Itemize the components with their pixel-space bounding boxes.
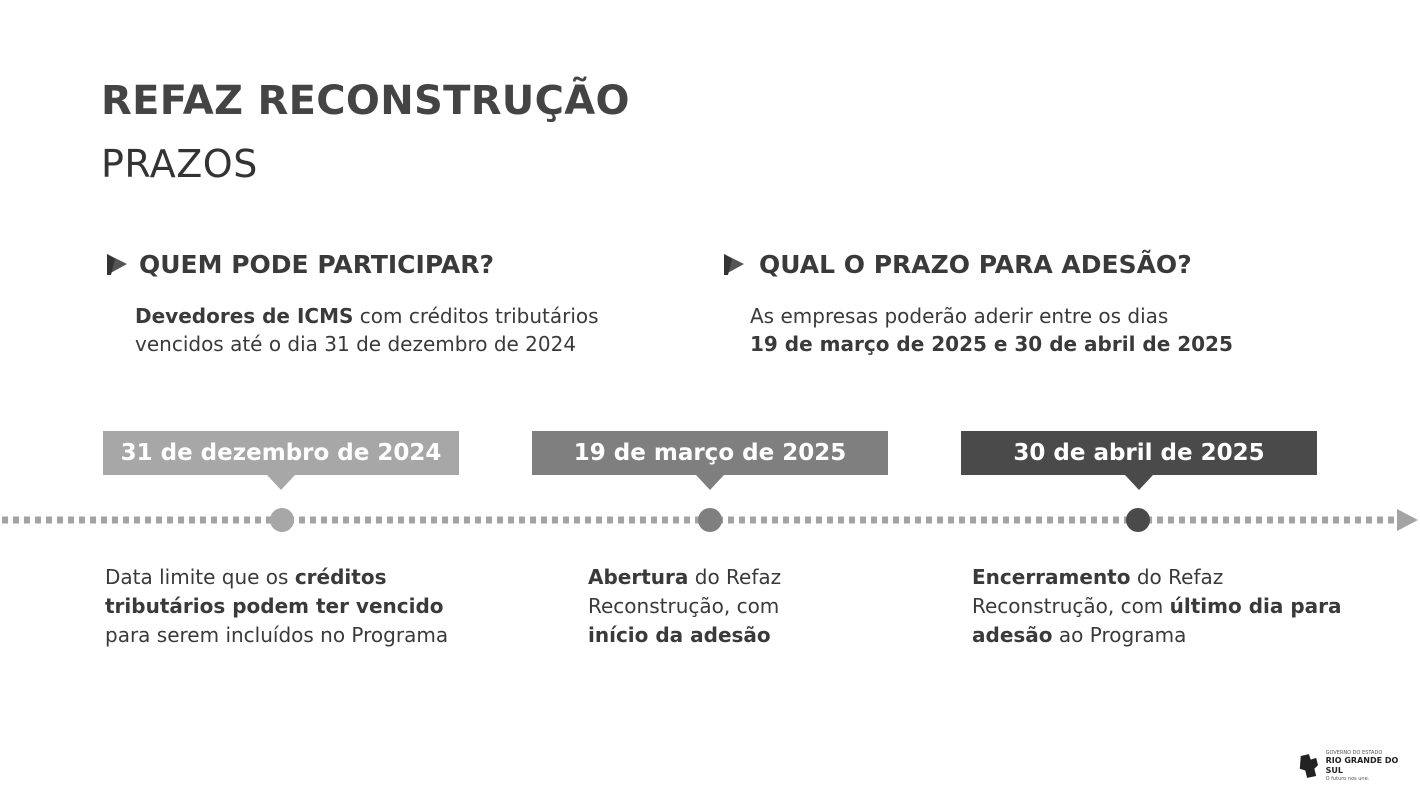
question-heading-deadline [717, 250, 1192, 279]
logo-tagline: O futuro nos une. [1325, 776, 1370, 782]
desc-text: Data limite que os [105, 565, 295, 589]
rs-emblem-icon [1298, 751, 1322, 781]
question-body-deadline [750, 302, 1310, 358]
desc-bold: último dia para adesão [972, 594, 1342, 647]
play-arrow-icon [103, 251, 131, 279]
milestone-desc-2 [588, 563, 838, 650]
question-heading-who [103, 250, 494, 279]
desc-text: do Refaz Reconstrução, com [972, 565, 1224, 618]
desc-bold: início da adesão [588, 623, 771, 647]
question-body-text: vencidos até o dia 31 de dezembro de 2024 [135, 332, 577, 356]
logo-state-name: RIO GRANDE DO SUL [1325, 756, 1399, 775]
logo-small-text: GOVERNO DO ESTADO [1325, 750, 1383, 756]
desc-bold: Encerramento [972, 565, 1131, 589]
milestone-date-1: 31 de dezembro de 2024 [103, 431, 459, 475]
milestone-dot-3 [1126, 508, 1150, 532]
desc-text: do Refaz Reconstrução, com [588, 565, 782, 618]
timeline-arrow-icon [1397, 509, 1418, 531]
question-heading-label: QUEM PODE PARTICIPAR? [139, 250, 494, 279]
timeline-line [0, 500, 1420, 540]
milestone-dot-2 [698, 508, 722, 532]
question-heading-label: QUAL O PRAZO PARA ADESÃO? [759, 250, 1192, 279]
play-arrow-icon [717, 251, 751, 279]
milestone-desc-1 [105, 563, 465, 650]
desc-bold: créditos tributários podem ter vencido [105, 565, 444, 618]
desc-bold: Abertura [588, 565, 689, 589]
question-body-text: com créditos tributários [353, 304, 599, 328]
question-body-who [135, 302, 695, 358]
desc-text: ao Programa [1052, 623, 1187, 647]
milestone-date-2: 19 de março de 2025 [532, 431, 888, 475]
milestone-dot-1 [270, 508, 294, 532]
milestone-desc-3 [972, 563, 1342, 650]
page-subtitle: PRAZOS [101, 142, 258, 186]
page-title: REFAZ RECONSTRUÇÃO [101, 78, 630, 124]
question-body-text: As empresas poderão aderir entre os dias [750, 304, 1169, 328]
government-logo [1298, 748, 1410, 784]
milestone-date-3: 30 de abril de 2025 [961, 431, 1317, 475]
desc-text: para serem incluídos no Programa [105, 623, 449, 647]
question-body-bold: 19 de março de 2025 e 30 de abril de 2025 [750, 332, 1233, 356]
question-body-bold: Devedores de ICMS [135, 304, 354, 328]
